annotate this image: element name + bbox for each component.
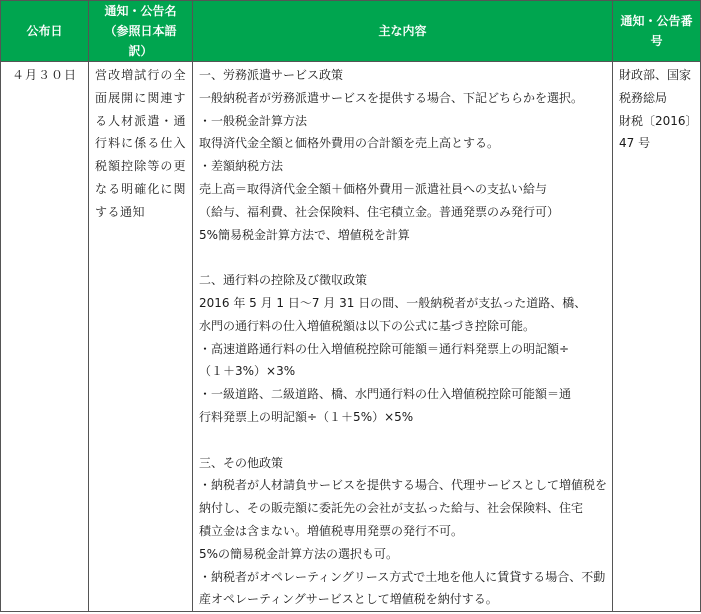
number-line: 47 号 bbox=[619, 136, 651, 151]
content-line: 納付し、その販売額に委託先の会社が支払った給与、社会保険料、住宅 bbox=[199, 501, 584, 516]
header-content: 主な内容 bbox=[193, 1, 613, 62]
table-row bbox=[1, 62, 701, 612]
header-title-line: （参照日本語 bbox=[104, 24, 177, 38]
section-other-policies bbox=[199, 452, 606, 612]
content-line: 取得済代金全額と価格外費用の合計額を売上高とする。 bbox=[199, 136, 500, 151]
content-line: ・納税者が人材請負サービスを提供する場合、代理サービスとして増値税を bbox=[199, 478, 608, 493]
header-title bbox=[89, 1, 193, 62]
content-line: （給与、福利費、社会保険料、住宅積立金。普通発票のみ発行可） bbox=[199, 204, 560, 219]
section-spacer bbox=[199, 429, 606, 452]
cell-title: 営改増試行の全面展開に関連する人材派遣・通行料に係る仕入税額控除等の更なる明確化に関する通知 bbox=[89, 62, 193, 612]
header-row bbox=[1, 1, 701, 62]
section-toll-deduction bbox=[199, 269, 606, 429]
header-title-line: 通知・公告名 bbox=[104, 4, 177, 18]
cell-number bbox=[613, 62, 701, 612]
content-line: 水門の通行料の仕入増値税額は以下の公式に基づき控除可能。 bbox=[199, 318, 536, 333]
section-heading: 二、通行料の控除及び徴収政策 bbox=[199, 273, 368, 288]
content-line: 5%簡易税金計算方法で、増値税を計算 bbox=[199, 227, 410, 242]
content-line: （１＋3%）×3% bbox=[199, 364, 296, 379]
cell-content bbox=[193, 62, 613, 612]
content-line: 一般納税者が労務派遣サービスを提供する場合、下記どちらかを選択。 bbox=[199, 90, 584, 105]
number-line: 財政部、国家 bbox=[619, 68, 692, 82]
content-line: ・差額納税方法 bbox=[199, 159, 284, 174]
content-line: 5%の簡易税金計算方法の選択も可。 bbox=[199, 546, 399, 561]
content-line: 積立金は含まない。増値税専用発票の発行不可。 bbox=[199, 523, 464, 538]
section-labor-dispatch bbox=[199, 64, 606, 246]
header-date: 公布日 bbox=[1, 1, 89, 62]
content-line: 売上高＝取得済代金全額＋価格外費用－派遣社員への支払い給与 bbox=[199, 181, 548, 196]
content-line: 産オペレーティングサービスとして増値税を納付する。 bbox=[199, 592, 498, 607]
header-number-line: 号 bbox=[650, 34, 663, 48]
header-number-line: 通知・公告番 bbox=[620, 14, 693, 28]
content-line: 行料発票上の明記額÷（１＋5%）×5% bbox=[199, 409, 414, 424]
cell-date: ４月３０日 bbox=[1, 62, 89, 612]
content-line: ・高速道路通行料の仕入増値税控除可能額＝通行料発票上の明記額÷ bbox=[199, 341, 570, 356]
number-line: 財税〔2016〕 bbox=[619, 113, 698, 128]
content-line: 2016 年 5 月 1 日～7 月 31 日の間、一般納税者が支払った道路、橋、 bbox=[199, 295, 587, 310]
section-heading: 一、労務派遣サービス政策 bbox=[199, 68, 344, 82]
header-title-line: 訳） bbox=[128, 44, 153, 58]
section-heading: 三、その他政策 bbox=[199, 455, 284, 470]
header-number bbox=[613, 1, 701, 62]
number-line: 税務総局 bbox=[619, 90, 668, 105]
content-line: ・一級道路、二級道路、橋、水門通行料の仕入増値税控除可能額＝通 bbox=[199, 387, 572, 402]
content-line: ・納税者がオペレーティングリース方式で土地を他人に賃貸する場合、不動 bbox=[199, 569, 606, 584]
section-spacer bbox=[199, 246, 606, 269]
content-line: ・一般税金計算方法 bbox=[199, 113, 308, 128]
